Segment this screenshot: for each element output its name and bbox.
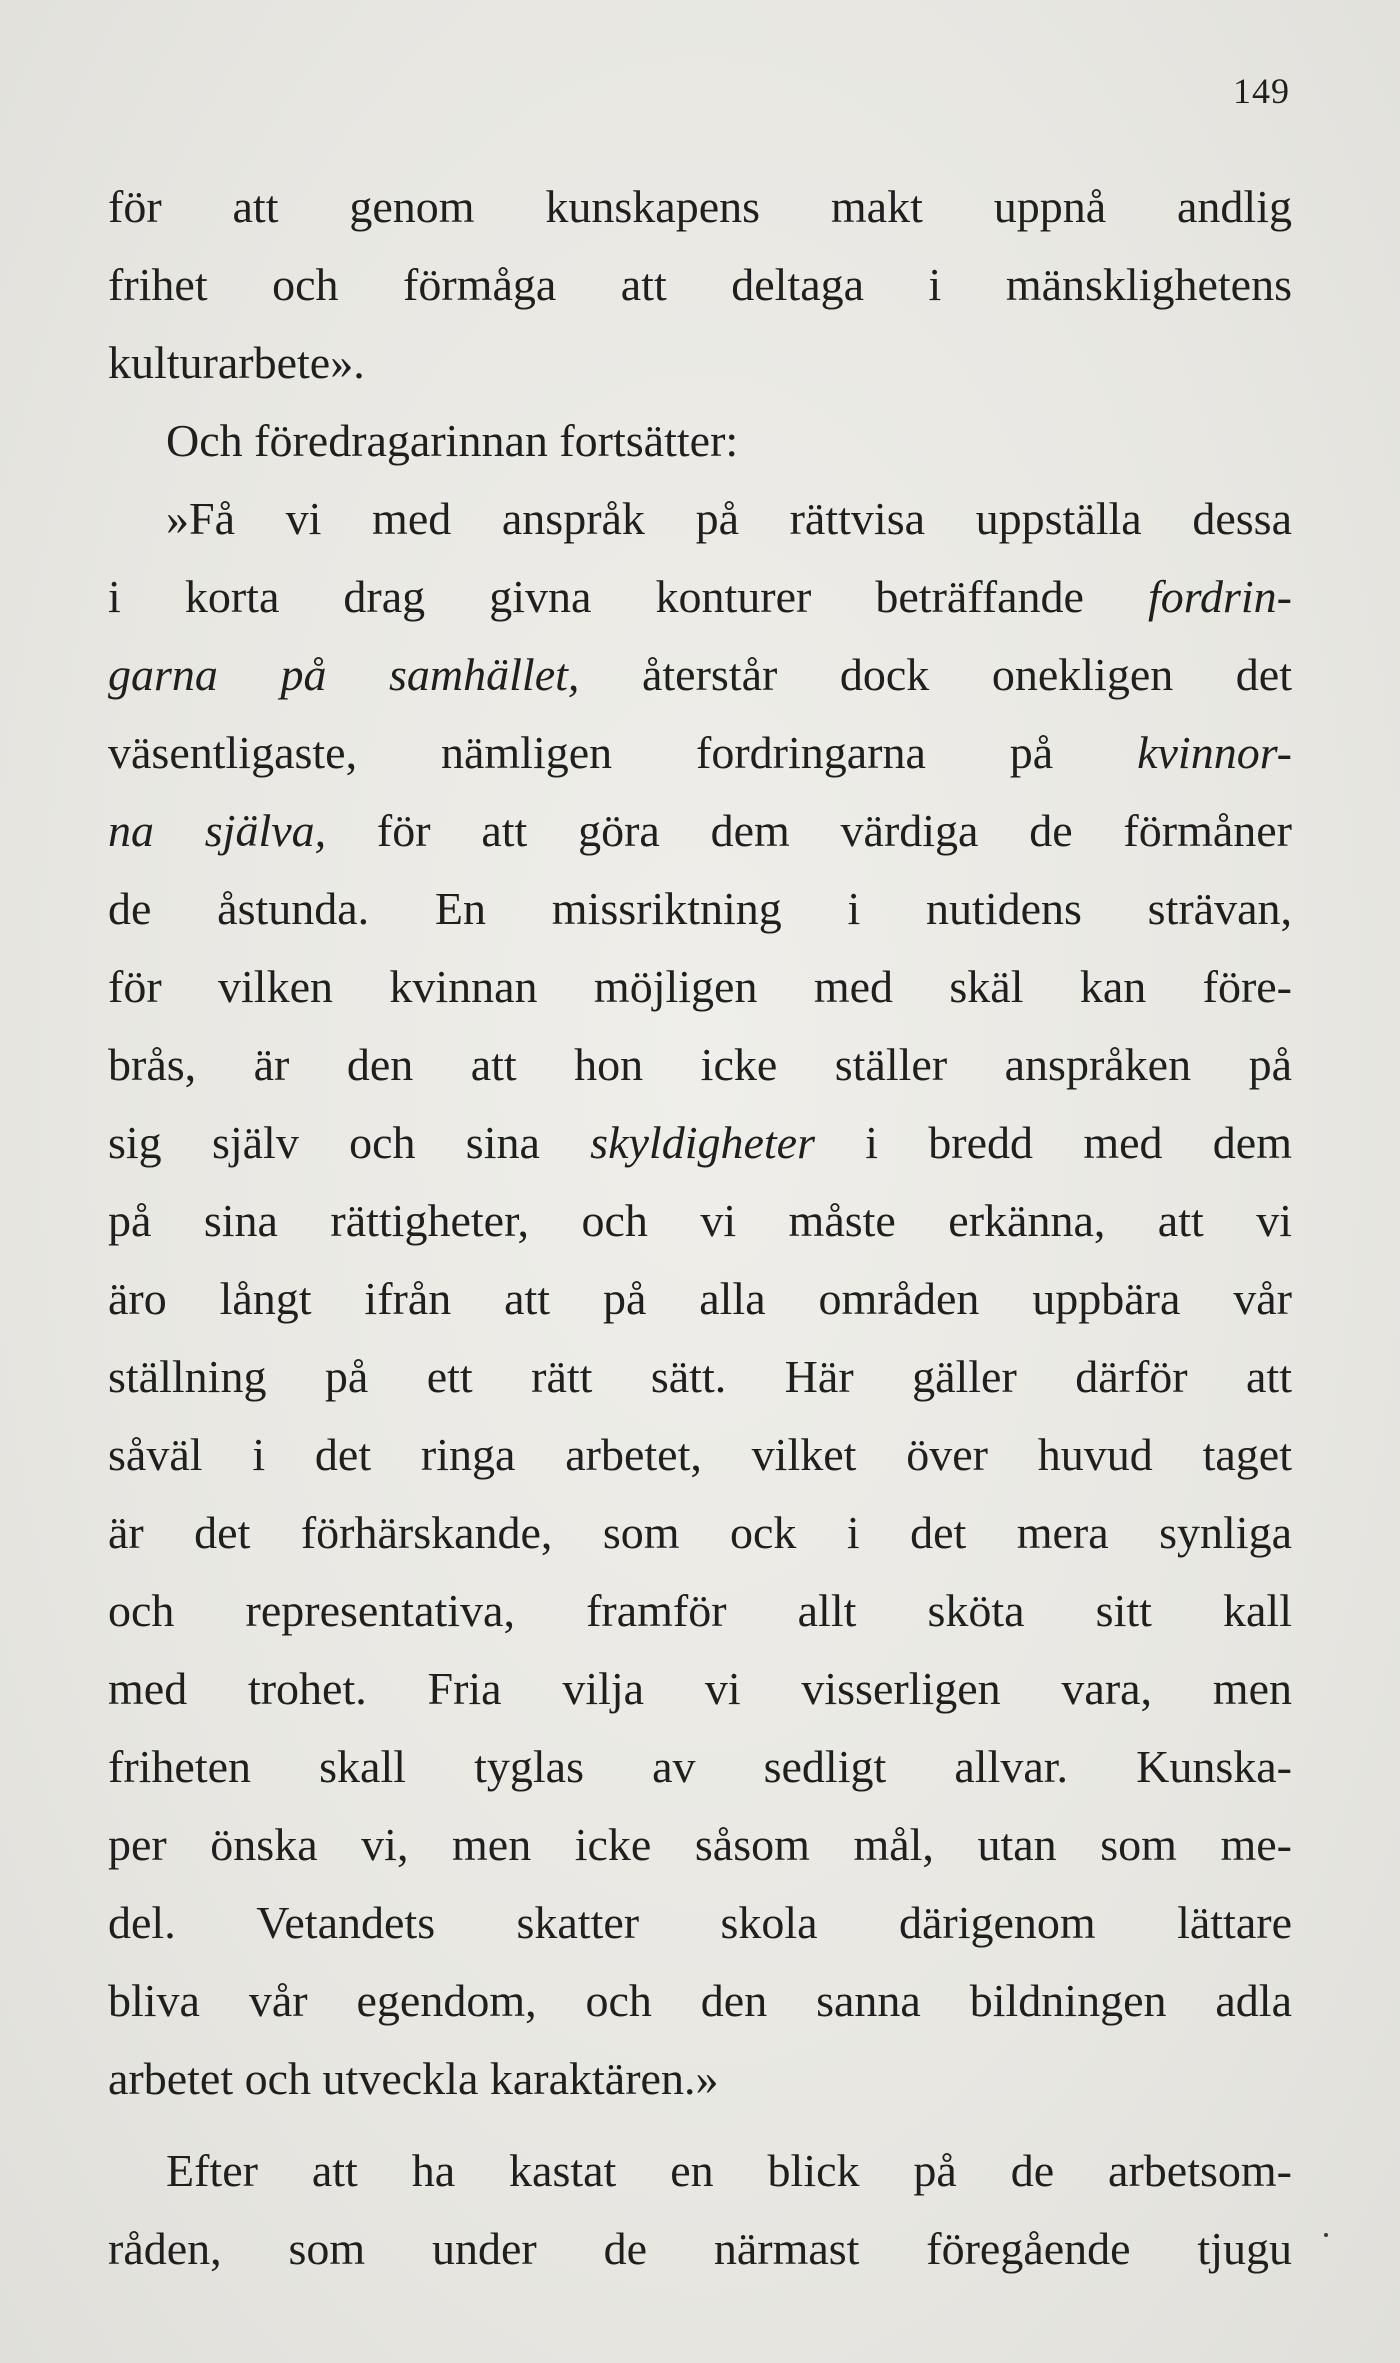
text-segment: i korta drag givna konturer beträffande (108, 571, 1149, 622)
text-line: brås, är den att hon icke ställer anspråken på (108, 1039, 1292, 1090)
paragraph-start-line: Och föredragarinnan fortsätter: (166, 415, 739, 466)
text-segment: för att göra dem värdiga de förmåner (326, 805, 1292, 856)
text-line: bliva vår egendom, och den sanna bildningen adla (108, 1975, 1292, 2026)
italic-segment: fordrin- (1148, 571, 1292, 622)
text-segment: i bredd med dem (814, 1117, 1292, 1168)
text-line: för vilken kvinnan möjligen med skäl kan före- (108, 961, 1292, 1012)
text-line (108, 636, 1292, 714)
text-segment: sig själv och sina (108, 1117, 591, 1168)
italic-segment: na själva, (108, 805, 327, 856)
text-line: är det förhärskande, som ock i det mera synliga (108, 1507, 1292, 1558)
text-line: för att genom kunskapens makt uppnå andlig (108, 181, 1292, 232)
italic-segment: skyldigheter (590, 1117, 815, 1168)
text-segment: återstår dock onekligen det (579, 649, 1293, 700)
italic-segment: garna på samhället, (108, 649, 580, 700)
text-line: äro långt ifrån att på alla områden uppbära vår (108, 1273, 1292, 1324)
text-line: ställning på ett rätt sätt. Här gäller därför att (108, 1351, 1292, 1402)
text-line: del. Vetandets skatter skola därigenom lättare (108, 1897, 1292, 1948)
text-line: friheten skall tyglas av sedligt allvar. Kunska- (108, 1741, 1292, 1792)
text-line: såväl i det ringa arbetet, vilket över huvud taget (108, 1429, 1292, 1480)
quote-end-line: arbetet och utveckla karaktären.» (108, 2053, 719, 2104)
text-line (108, 792, 1292, 870)
body-text (108, 168, 1292, 2288)
text-line: per önska vi, men icke såsom mål, utan som me- (108, 1819, 1292, 1870)
text-line (108, 1104, 1292, 1182)
quote-start-line: »Få vi med anspråk på rättvisa uppställa dessa (166, 493, 1292, 544)
italic-segment: kvinnor- (1137, 727, 1292, 778)
text-line (108, 714, 1292, 792)
text-segment: väsentligaste, nämligen fordringarna på (108, 727, 1138, 778)
text-line: de åstunda. En missriktning i nutidens strävan, (108, 883, 1292, 934)
ink-speck (1324, 2233, 1328, 2237)
text-line: på sina rättigheter, och vi måste erkänna, att vi (108, 1195, 1292, 1246)
page-number: 149 (1233, 71, 1290, 111)
text-line: frihet och förmåga att deltaga i mänsklighetens (108, 259, 1292, 310)
text-line: med trohet. Fria vilja vi visserligen vara, men (108, 1663, 1292, 1714)
text-line: och representativa, framför allt sköta sitt kall (108, 1585, 1292, 1636)
text-line (108, 558, 1292, 636)
text-line: råden, som under de närmast föregående tjugu (108, 2223, 1292, 2274)
text-line: kulturarbete». (108, 337, 365, 388)
paragraph-start-line: Efter att ha kastat en blick på de arbetsom- (166, 2145, 1292, 2196)
